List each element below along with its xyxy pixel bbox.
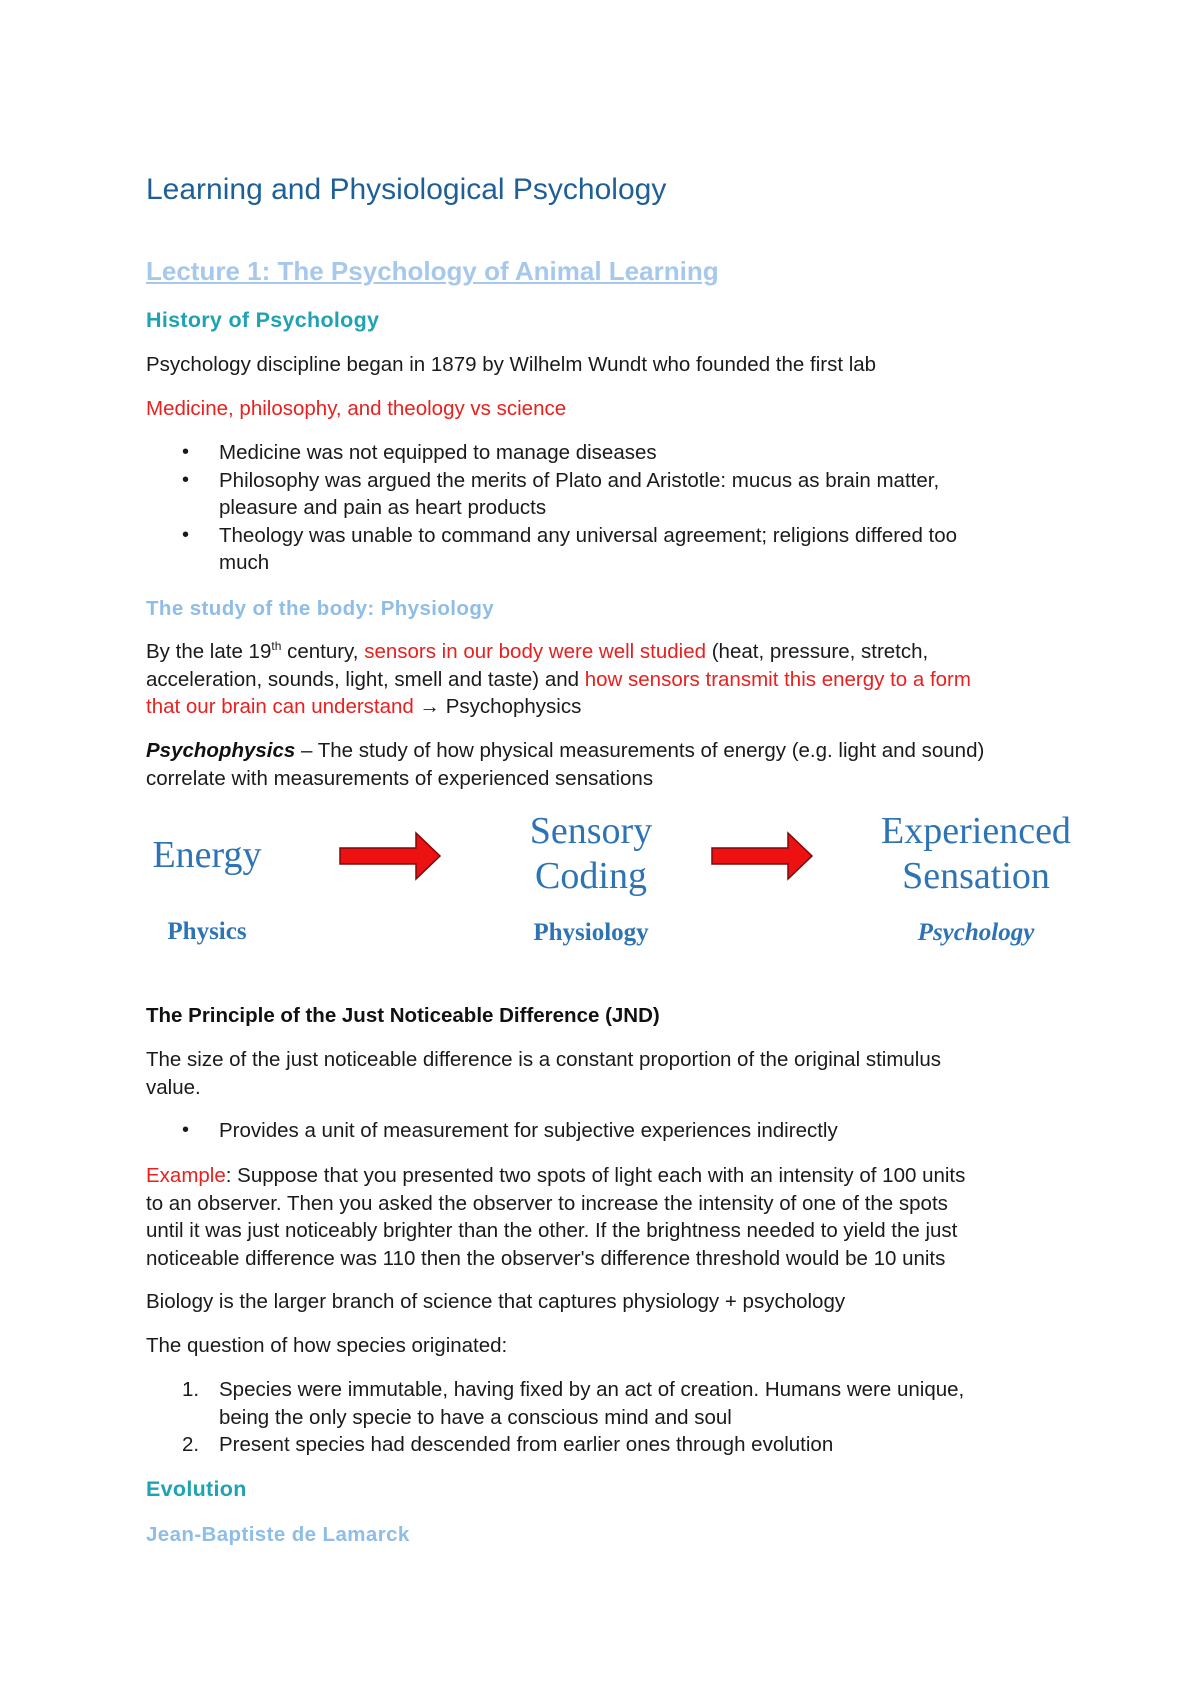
diagram-physics-label: Physics [167, 918, 247, 945]
diagram-arrow-2-icon [710, 831, 814, 881]
sensors-paragraph-line1: By the late 19th century, sensors in our body were well studied (heat, pressure, stretch, [146, 639, 929, 663]
diagram-arrow-1-icon [338, 831, 442, 881]
diagram-psychology-label: Psychology [917, 919, 1035, 946]
example-line3: until it was just noticeably brighter than the other. If the brightness needed to yield the just [146, 1219, 958, 1242]
bullet-icon: • [182, 523, 190, 546]
evolution-heading: Evolution [146, 1477, 247, 1501]
bullet-icon: • [182, 468, 190, 491]
numbered-list-species [146, 1376, 964, 1459]
list-item-continuation: pleasure and pain as heart products [219, 496, 547, 519]
jnd-heading: The Principle of the Just Noticeable Difference (JND) [146, 1004, 660, 1027]
list-item: 2. Present species had descended from earlier ones through evolution [182, 1433, 834, 1456]
bullet-icon: • [182, 441, 190, 463]
bullet-list-jnd [146, 1117, 838, 1145]
jnd-paragraph-line2: value. [146, 1075, 201, 1099]
psychophysics-definition-line1: Psychophysics – The study of how physical measurements of energy (e.g. light and sound) [146, 739, 985, 762]
biology-paragraph: Biology is the larger branch of science that captures physiology + psychology [146, 1290, 846, 1313]
example-line2: to an observer. Then you asked the observer to increase the intensity of one of the spots [146, 1191, 948, 1215]
right-arrow-icon: → [413, 695, 446, 718]
example-line1: Example: Suppose that you presented two spots of light each with an intensity of 100 units [146, 1164, 966, 1187]
sensors-paragraph-line2: acceleration, sounds, light, smell and taste) and how sensors transmit this energy to a form [146, 667, 971, 691]
diagram-sensory-label-2: Coding [535, 855, 647, 897]
psychophysics-definition-line2: correlate with measurements of experienced sensations [146, 766, 654, 790]
physiology-heading: The study of the body: Physiology [146, 597, 495, 620]
example-line4: noticeable difference was 110 then the observer's difference threshold would be 10 units [146, 1246, 946, 1270]
wundt-paragraph: Psychology discipline began in 1879 by Wilhelm Wundt who founded the first lab [146, 353, 877, 376]
list-item-continuation: much [219, 551, 270, 574]
diagram-experienced-label-1: Experienced [881, 810, 1071, 852]
lamarck-heading: Jean-Baptiste de Lamarck [146, 1523, 410, 1546]
list-item: • Theology was unable to command any universal agreement; religions differed too [146, 522, 957, 550]
list-item: 1. Species were immutable, having fixed by an act of creation. Humans were unique, [182, 1378, 965, 1401]
list-item: • Philosophy was argued the merits of Plato and Aristotle: mucus as brain matter, [146, 467, 957, 495]
list-item: • Medicine was not equipped to manage diseases [146, 439, 957, 467]
bullet-list-medicine [146, 439, 957, 577]
history-heading: History of Psychology [146, 308, 380, 332]
sensors-paragraph-line3: that our brain can understand → Psychophysics [146, 695, 582, 718]
diagram-physiology-label: Physiology [533, 919, 649, 946]
diagram-energy-label: Energy [152, 834, 262, 876]
medicine-subheading: Medicine, philosophy, and theology vs science [146, 397, 567, 420]
document-title: Learning and Physiological Psychology [146, 173, 667, 206]
lecture-heading[interactable]: Lecture 1: The Psychology of Animal Learning [146, 256, 719, 286]
bullet-icon: • [182, 1119, 190, 1141]
diagram-sensory-label-1: Sensory [529, 810, 653, 852]
species-question: The question of how species originated: [146, 1334, 508, 1357]
energy-sensation-diagram [146, 805, 1106, 965]
diagram-experienced-label-2: Sensation [902, 855, 1050, 897]
list-item-continuation: being the only specie to have a conscious mind and soul [219, 1405, 732, 1429]
list-item: • Provides a unit of measurement for subjective experiences indirectly [146, 1117, 838, 1145]
jnd-paragraph-line1: The size of the just noticeable difference is a constant proportion of the original stimulus [146, 1048, 942, 1071]
